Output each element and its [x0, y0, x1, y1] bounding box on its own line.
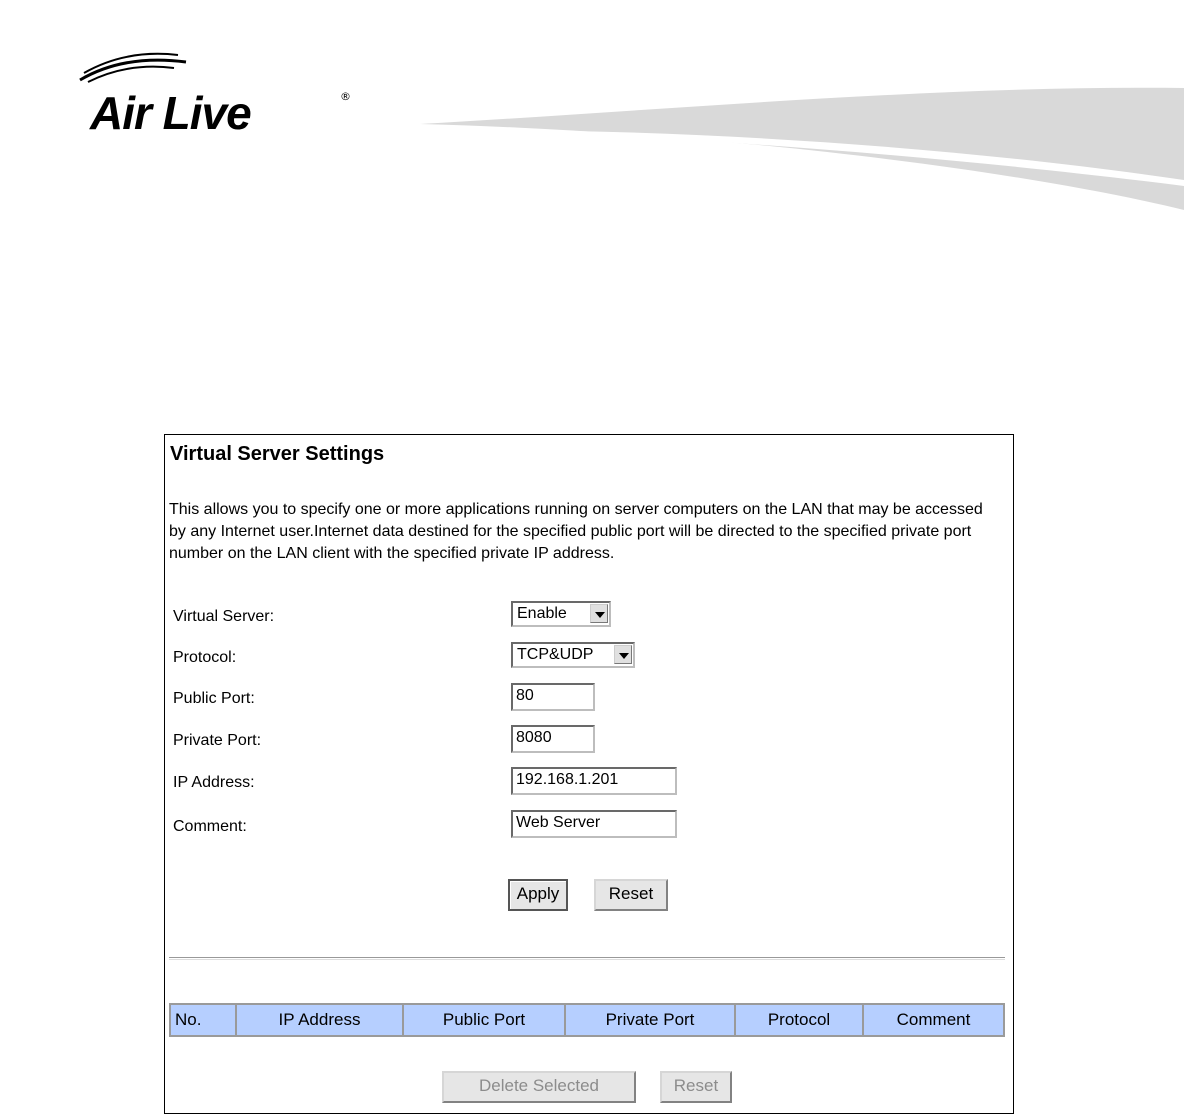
virtual-server-value: Enable [517, 605, 567, 622]
apply-button[interactable]: Apply [508, 879, 568, 911]
virtual-server-label: Virtual Server: [173, 608, 275, 625]
chevron-down-icon[interactable] [590, 604, 608, 623]
column-protocol: Protocol [735, 1004, 863, 1036]
virtual-server-select[interactable] [511, 601, 611, 627]
airlive-logo [72, 52, 362, 142]
ip-address-label: IP Address: [173, 774, 255, 791]
protocol-value: TCP&UDP [517, 646, 594, 663]
delete-selected-button[interactable]: Delete Selected [442, 1071, 636, 1103]
table-reset-button[interactable]: Reset [660, 1071, 732, 1103]
column-public-port: Public Port [403, 1004, 565, 1036]
page-title: Virtual Server Settings [170, 443, 385, 465]
comment-input[interactable]: Web Server [511, 810, 677, 838]
page-description: This allows you to specify one or more applications running on server computers on the LAN that may be accessed by any Internet user.Internet data destined for the specified public port will be directed to the specified private port number on the LAN client with the specified private IP address. [169, 501, 983, 562]
table-header-row [170, 1004, 1004, 1036]
registered-mark: ® [340, 90, 351, 103]
section-divider [169, 957, 1005, 960]
virtual-server-panel [164, 434, 1014, 1114]
chevron-down-icon[interactable] [614, 645, 632, 664]
header-swoosh [420, 80, 1184, 240]
protocol-label: Protocol: [173, 649, 237, 666]
public-port-label: Public Port: [173, 690, 255, 707]
column-ip-address: IP Address [236, 1004, 403, 1036]
comment-label: Comment: [173, 818, 247, 835]
column-comment: Comment [863, 1004, 1004, 1036]
private-port-label: Private Port: [173, 732, 262, 749]
reset-button[interactable]: Reset [594, 879, 668, 911]
column-no: No. [170, 1004, 236, 1036]
brand-name: Air Live [90, 87, 251, 139]
private-port-input[interactable]: 8080 [511, 725, 595, 753]
column-private-port: Private Port [565, 1004, 735, 1036]
virtual-server-table [169, 1003, 1005, 1037]
protocol-select[interactable] [511, 642, 635, 668]
public-port-input[interactable]: 80 [511, 683, 595, 711]
ip-address-input[interactable]: 192.168.1.201 [511, 767, 677, 795]
